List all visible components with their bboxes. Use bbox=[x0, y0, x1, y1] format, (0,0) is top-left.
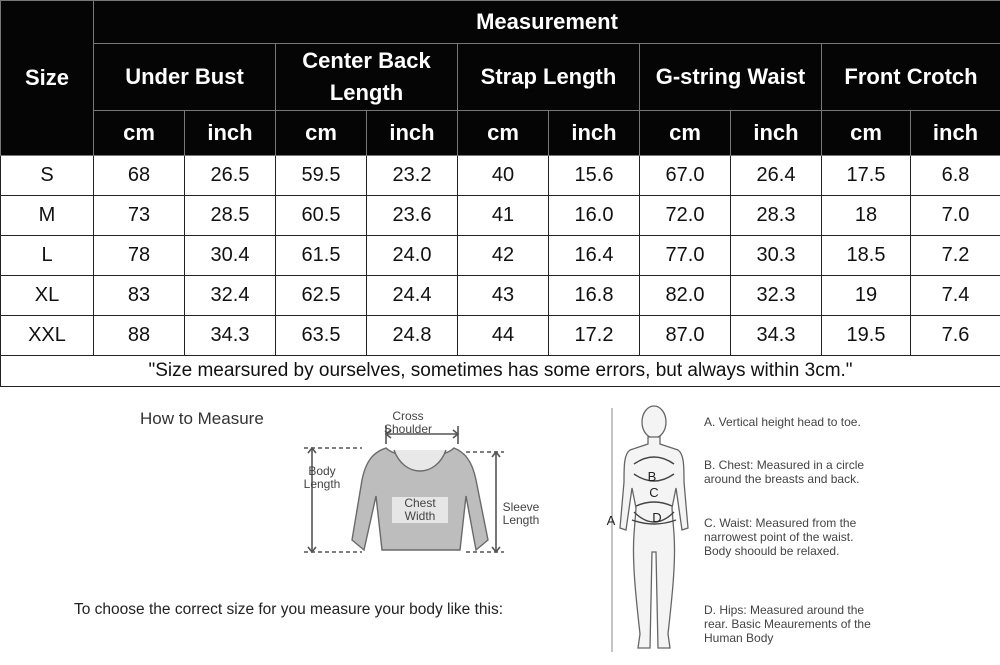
choose-size-instruction: To choose the correct size for you measure your body like this: bbox=[74, 601, 504, 618]
value-cell: 72.0 bbox=[640, 196, 731, 236]
value-cell: 63.5 bbox=[276, 316, 367, 356]
value-cell: 68 bbox=[94, 156, 185, 196]
size-header: Size bbox=[1, 1, 94, 156]
unit-header-inch: inch bbox=[367, 111, 458, 156]
value-cell: 7.4 bbox=[911, 276, 1000, 316]
value-cell: 24.0 bbox=[367, 236, 458, 276]
body-length-label: Body Length bbox=[303, 464, 341, 491]
value-cell: 17.5 bbox=[822, 156, 911, 196]
value-cell: 18.5 bbox=[822, 236, 911, 276]
unit-header-cm: cm bbox=[276, 111, 367, 156]
value-cell: 26.4 bbox=[731, 156, 822, 196]
size-cell: M bbox=[1, 196, 94, 236]
value-cell: 15.6 bbox=[549, 156, 640, 196]
column-header: Center Back Length bbox=[276, 44, 458, 111]
value-cell: 34.3 bbox=[731, 316, 822, 356]
value-cell: 17.2 bbox=[549, 316, 640, 356]
marker-b: B bbox=[647, 469, 657, 484]
value-cell: 19.5 bbox=[822, 316, 911, 356]
table-row bbox=[1, 276, 1000, 316]
legend-item-a: A. Vertical height head to toe. bbox=[704, 415, 861, 429]
value-cell: 19 bbox=[822, 276, 911, 316]
unit-header-inch: inch bbox=[549, 111, 640, 156]
value-cell: 87.0 bbox=[640, 316, 731, 356]
marker-c: C bbox=[649, 485, 659, 500]
value-cell: 32.3 bbox=[731, 276, 822, 316]
table-row bbox=[1, 196, 1000, 236]
size-cell: S bbox=[1, 156, 94, 196]
legend-item-d: D. Hips: Measured around the rear. Basic Meaurements of the Human Body bbox=[704, 603, 871, 645]
value-cell: 34.3 bbox=[185, 316, 276, 356]
marker-a: A bbox=[606, 513, 616, 528]
legend-item-c: C. Waist: Measured from the narrowest point of the waist. Body shoould be relaxed. bbox=[704, 516, 857, 558]
value-cell: 77.0 bbox=[640, 236, 731, 276]
unit-header-inch: inch bbox=[731, 111, 822, 156]
value-cell: 7.6 bbox=[911, 316, 1000, 356]
value-cell: 28.5 bbox=[185, 196, 276, 236]
size-cell: L bbox=[1, 236, 94, 276]
value-cell: 23.2 bbox=[367, 156, 458, 196]
marker-d: D bbox=[652, 510, 662, 525]
value-cell: 42 bbox=[458, 236, 549, 276]
cross-shoulder-label: Cross Shoulder bbox=[383, 409, 433, 436]
legend-item-b: B. Chest: Measured in a circle around the breasts and back. bbox=[704, 458, 865, 486]
value-cell: 6.8 bbox=[911, 156, 1000, 196]
value-cell: 30.4 bbox=[185, 236, 276, 276]
value-cell: 41 bbox=[458, 196, 549, 236]
value-cell: 67.0 bbox=[640, 156, 731, 196]
unit-header-cm: cm bbox=[822, 111, 911, 156]
table-row bbox=[1, 236, 1000, 276]
value-cell: 16.0 bbox=[549, 196, 640, 236]
unit-header-cm: cm bbox=[640, 111, 731, 156]
value-cell: 61.5 bbox=[276, 236, 367, 276]
value-cell: 7.0 bbox=[911, 196, 1000, 236]
value-cell: 28.3 bbox=[731, 196, 822, 236]
measurement-header: Measurement bbox=[94, 1, 1000, 44]
value-cell: 40 bbox=[458, 156, 549, 196]
value-cell: 23.6 bbox=[367, 196, 458, 236]
value-cell: 7.2 bbox=[911, 236, 1000, 276]
value-cell: 30.3 bbox=[731, 236, 822, 276]
sleeve-length-label: Sleeve Length bbox=[502, 500, 540, 527]
size-cell: XL bbox=[1, 276, 94, 316]
measurement-note: "Size mearsured by ourselves, sometimes has some errors, but always within 3cm." bbox=[1, 356, 1000, 387]
human-body-figure bbox=[596, 402, 706, 660]
column-header: G-string Waist bbox=[640, 44, 822, 111]
column-header: Front Crotch bbox=[822, 44, 1000, 111]
value-cell: 83 bbox=[94, 276, 185, 316]
value-cell: 60.5 bbox=[276, 196, 367, 236]
value-cell: 78 bbox=[94, 236, 185, 276]
how-to-measure-title: How to Measure bbox=[140, 409, 264, 428]
unit-header-cm: cm bbox=[94, 111, 185, 156]
value-cell: 18 bbox=[822, 196, 911, 236]
table-row bbox=[1, 316, 1000, 356]
value-cell: 26.5 bbox=[185, 156, 276, 196]
value-cell: 59.5 bbox=[276, 156, 367, 196]
value-cell: 88 bbox=[94, 316, 185, 356]
value-cell: 73 bbox=[94, 196, 185, 236]
value-cell: 44 bbox=[458, 316, 549, 356]
value-cell: 16.4 bbox=[549, 236, 640, 276]
value-cell: 16.8 bbox=[549, 276, 640, 316]
value-cell: 43 bbox=[458, 276, 549, 316]
value-cell: 82.0 bbox=[640, 276, 731, 316]
chest-width-label: Chest Width bbox=[392, 497, 448, 523]
column-header: Under Bust bbox=[94, 44, 276, 111]
unit-header-inch: inch bbox=[185, 111, 276, 156]
unit-header-inch: inch bbox=[911, 111, 1000, 156]
column-header: Strap Length bbox=[458, 44, 640, 111]
value-cell: 62.5 bbox=[276, 276, 367, 316]
size-cell: XXL bbox=[1, 316, 94, 356]
value-cell: 24.8 bbox=[367, 316, 458, 356]
unit-header-cm: cm bbox=[458, 111, 549, 156]
table-row bbox=[1, 156, 1000, 196]
value-cell: 32.4 bbox=[185, 276, 276, 316]
value-cell: 24.4 bbox=[367, 276, 458, 316]
